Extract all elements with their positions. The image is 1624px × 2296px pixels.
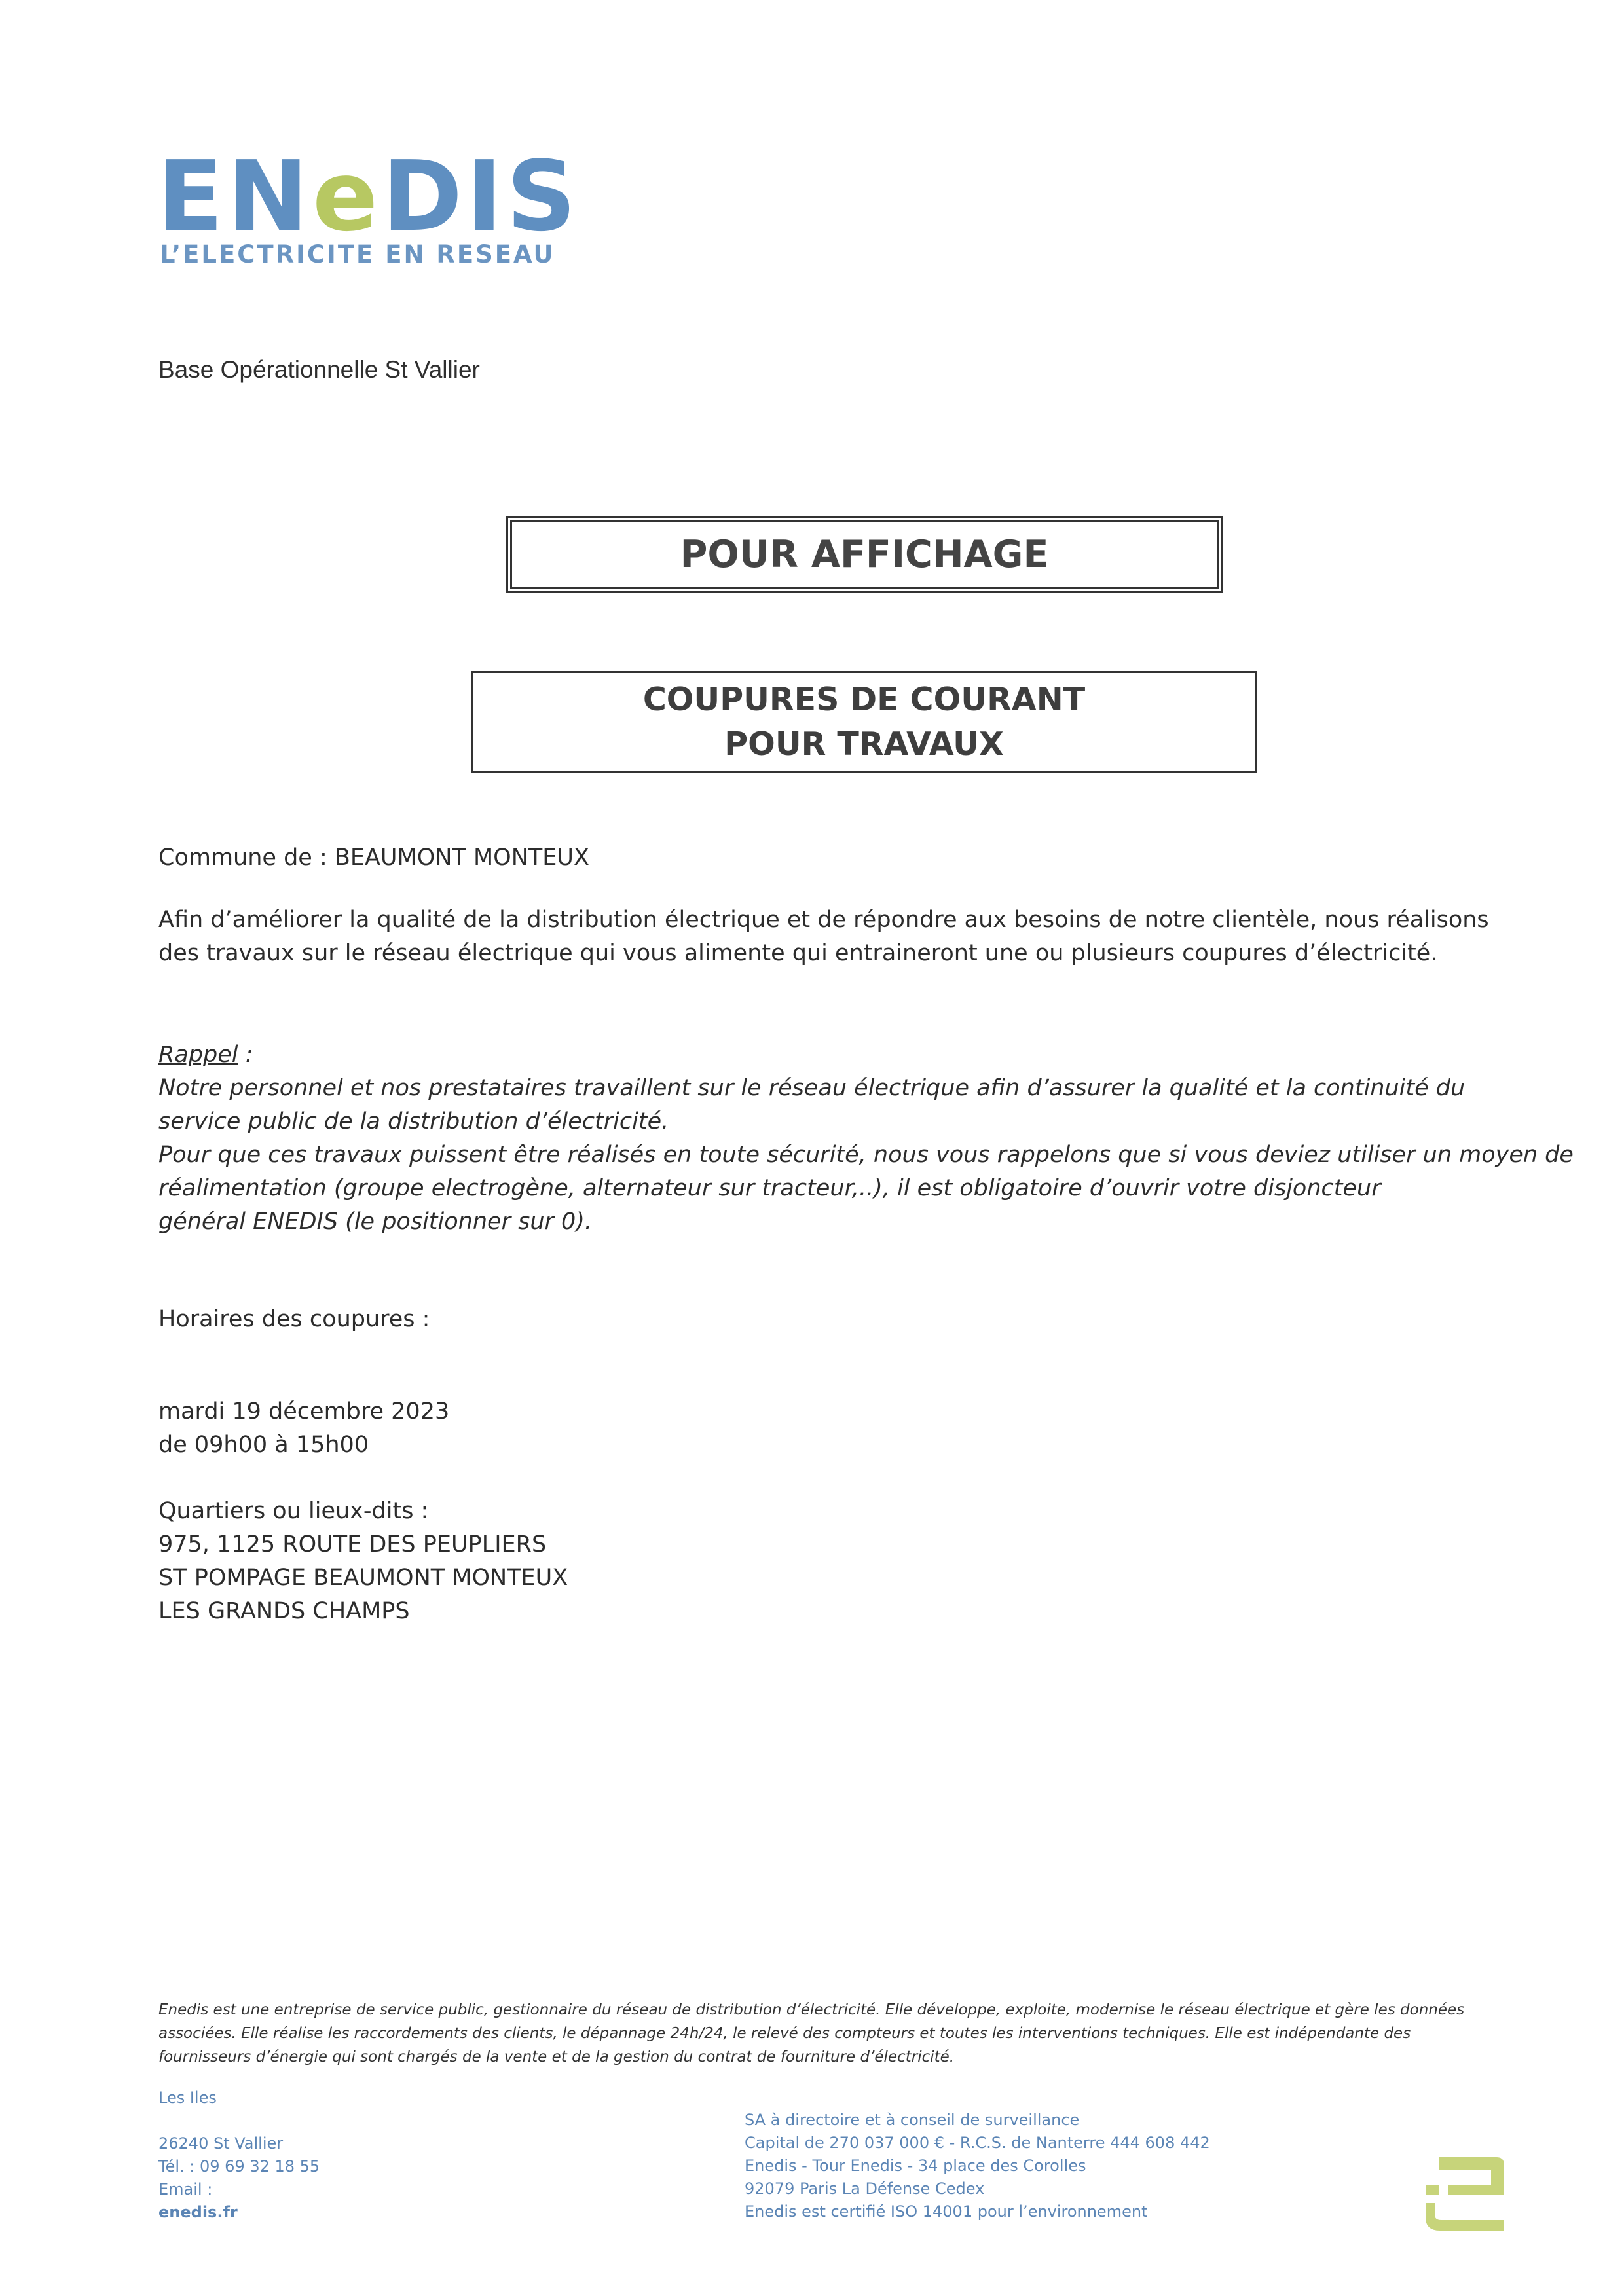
horaires-label: Horaires des coupures : bbox=[158, 1306, 430, 1332]
coupures-title-line1: COUPURES DE COURANT bbox=[642, 681, 1086, 718]
footer-legal-line: Capital de 270 037 000 € - R.C.S. de Nanterre 444 608 442 bbox=[745, 2134, 1210, 2152]
quartiers-label: Quartiers ou lieux-dits : bbox=[158, 1498, 429, 1524]
quartier-item: LES GRANDS CHAMPS bbox=[158, 1598, 410, 1624]
quartier-item: ST POMPAGE BEAUMONT MONTEUX bbox=[158, 1565, 568, 1591]
rappel-label: Rappel bbox=[158, 1042, 238, 1068]
pour-affichage-box bbox=[506, 516, 1223, 593]
footer-phone: Tél. : 09 69 32 18 55 bbox=[158, 2157, 320, 2176]
intro-paragraph: Afin d’améliorer la qualité de la distribution électrique et de répondre aux besoins de notre clientèle, nous réalisons des travaux sur le réseau électrique qui vous alimente qui entraineront une ou plusieurs coupures d’électricité. bbox=[158, 907, 1489, 966]
footer-legal-line: SA à directoire et à conseil de surveillance bbox=[745, 2111, 1080, 2129]
coupure-date: mardi 19 décembre 2023 bbox=[158, 1398, 450, 1425]
logo-wordmark: ENeDIS bbox=[157, 140, 580, 253]
enedis-logo bbox=[157, 140, 580, 278]
enedis-e-logo-icon bbox=[1426, 2149, 1507, 2231]
rappel-line-3: général ENEDIS (le positionner sur 0). bbox=[158, 1209, 593, 1235]
commune-line: Commune de : BEAUMONT MONTEUX bbox=[158, 845, 589, 871]
coupures-title-line2: POUR TRAVAUX bbox=[724, 725, 1004, 763]
quartier-item: 975, 1125 ROUTE DES PEUPLIERS bbox=[158, 1531, 547, 1558]
coupure-time: de 09h00 à 15h00 bbox=[158, 1432, 369, 1458]
footer-email: Email : bbox=[158, 2180, 213, 2198]
pour-affichage-title: POUR AFFICHAGE bbox=[680, 533, 1049, 576]
footer-address bbox=[158, 2086, 320, 2224]
footer-legal-line: Enedis est certifié ISO 14001 pour l’environnement bbox=[745, 2202, 1148, 2221]
footer-description: Enedis est une entreprise de service public, gestionnaire du réseau de distribution d’électricité. Elle développe, exploite, modernise le réseau électrique et gère les données associées. Elle réalise les raccordements des clients, le dépannage 24h/24, le relevé des compteurs et toutes les interventions techniques. Elle est indépendante des fournisseurs d’énergie qui sont chargés de la vente et de la gestion du contrat de fourniture d’électricité. bbox=[158, 2001, 1465, 2066]
footer-legal-line: 92079 Paris La Défense Cedex bbox=[745, 2179, 985, 2198]
base-label: Base Opérationnelle St Vallier bbox=[158, 356, 480, 383]
footer-place: Les Iles bbox=[158, 2088, 217, 2107]
footer-website-link[interactable]: enedis.fr bbox=[158, 2203, 238, 2221]
footer-legal bbox=[745, 2109, 1210, 2223]
logo-tagline: L’ELECTRICITE EN RESEAU bbox=[160, 240, 555, 268]
rappel-heading: Rappel : bbox=[158, 1042, 253, 1068]
footer-postcode: 26240 St Vallier bbox=[158, 2134, 284, 2153]
coupures-box bbox=[471, 671, 1257, 773]
rappel-line-1: Pour que ces travaux puissent être réalisés en toute sécurité, nous vous rappelons que si vous deviez utiliser un moyen de bbox=[158, 1142, 1574, 1168]
rappel-line-2: réalimentation (groupe electrogène, alternateur sur tracteur,..), il est obligatoire d’ouvrir votre disjoncteur bbox=[158, 1175, 1381, 1201]
footer-legal-line: Enedis - Tour Enedis - 34 place des Corolles bbox=[745, 2157, 1086, 2175]
rappel-paragraph-1: Notre personnel et nos prestataires travaillent sur le réseau électrique afin d’assurer la qualité et la continuité du service public de la distribution d’électricité. bbox=[158, 1075, 1466, 1135]
